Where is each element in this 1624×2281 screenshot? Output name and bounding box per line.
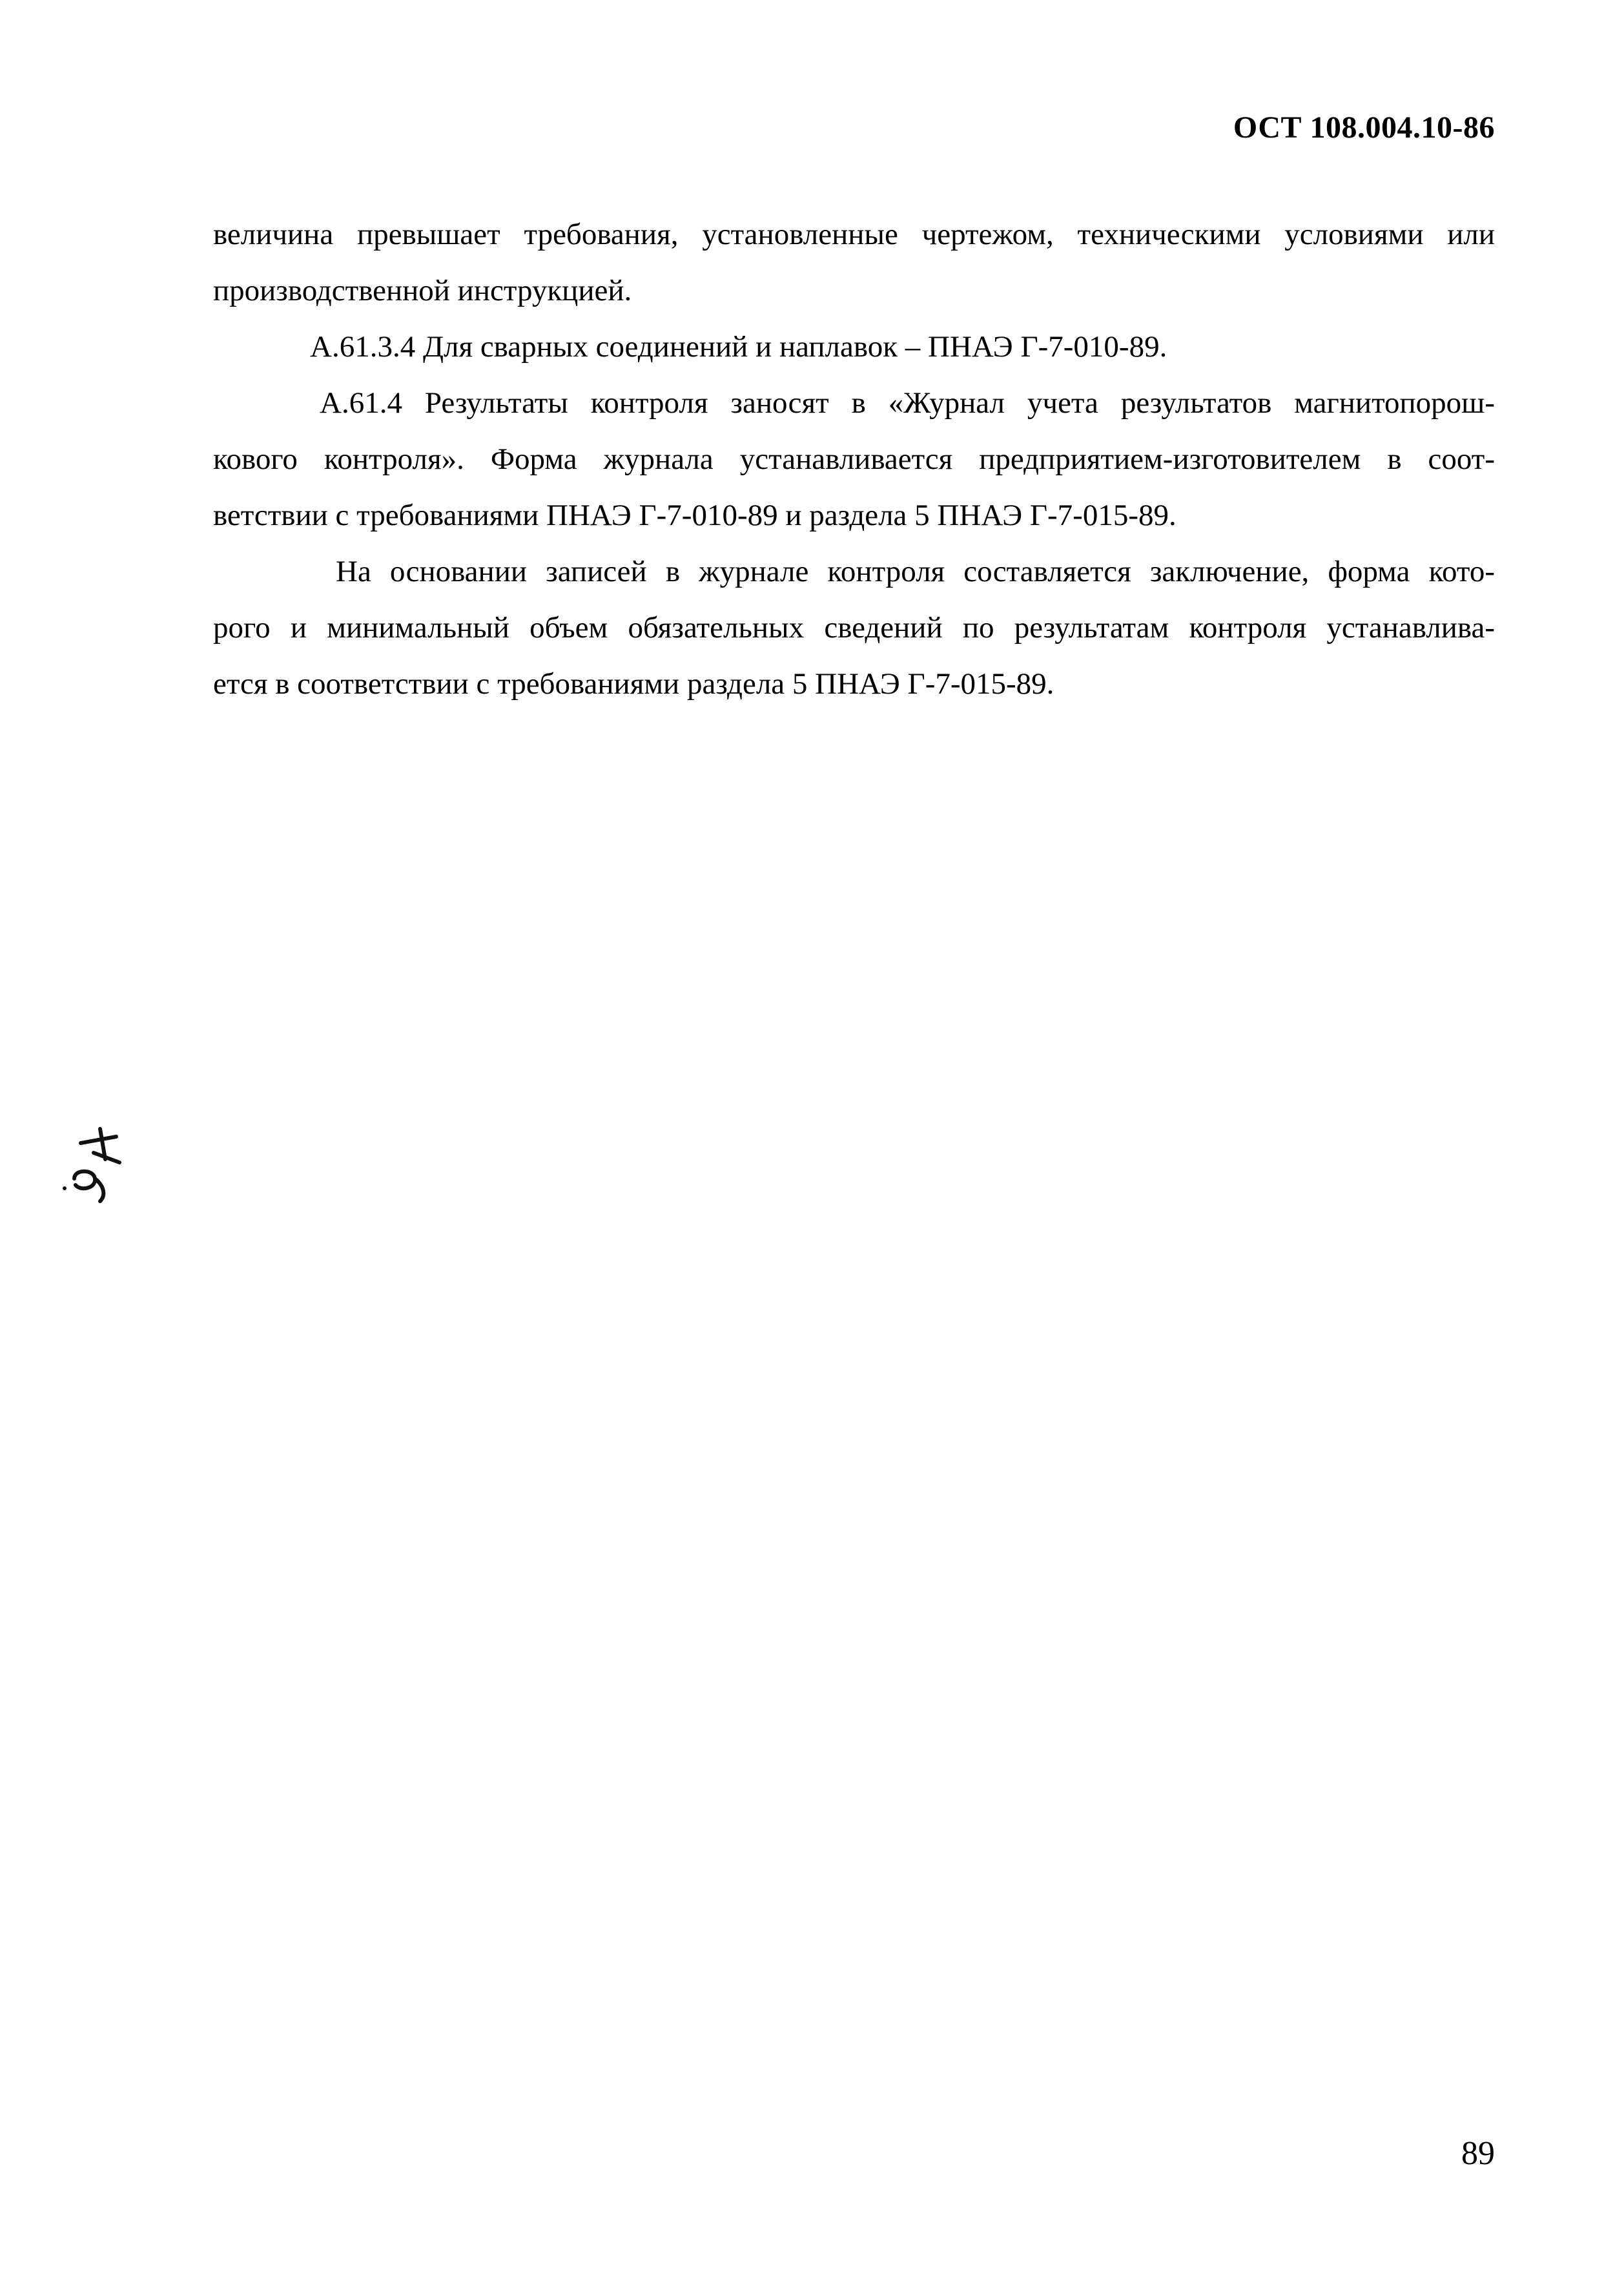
page-number: 89	[1461, 2135, 1495, 2172]
body-text	[213, 207, 1495, 712]
text-line: производственной инструкцией.	[213, 274, 632, 307]
text-line: А.61.3.4 Для сварных соединений и наплавок – ПНАЭ Г-7-010-89.	[310, 330, 1167, 364]
paragraph-a-61-3-4	[213, 319, 1495, 375]
text-line: кового контроля». Форма журнала устанавливается предприятием-изготовителем в соот-	[213, 442, 1495, 476]
text-line: рого и минимальный объем обязательных сведений по результатам контроля устанавлива-	[213, 611, 1495, 645]
paragraph-continuation	[213, 207, 1495, 319]
text-line: А.61.4 Результаты контроля заносят в «Журнал учета результатов магнитопорош-	[320, 386, 1495, 420]
text-line: ветствии с требованиями ПНАЭ Г-7-010-89 и раздела 5 ПНАЭ Г-7-015-89.	[213, 499, 1177, 532]
document-code: ОСТ 108.004.10-86	[1233, 110, 1495, 145]
text-line: На основании записей в журнале контроля составляется заключение, форма кото-	[336, 555, 1495, 588]
text-line: ется в соответствии с требованиями раздела 5 ПНАЭ Г-7-015-89.	[213, 667, 1054, 701]
text-line: величина превышает требования, установленные чертежом, техническими условиями или	[213, 218, 1495, 251]
paragraph-a-61-4	[213, 375, 1495, 544]
paragraph-conclusion	[213, 544, 1495, 712]
handwritten-page-mark	[55, 1124, 132, 1208]
